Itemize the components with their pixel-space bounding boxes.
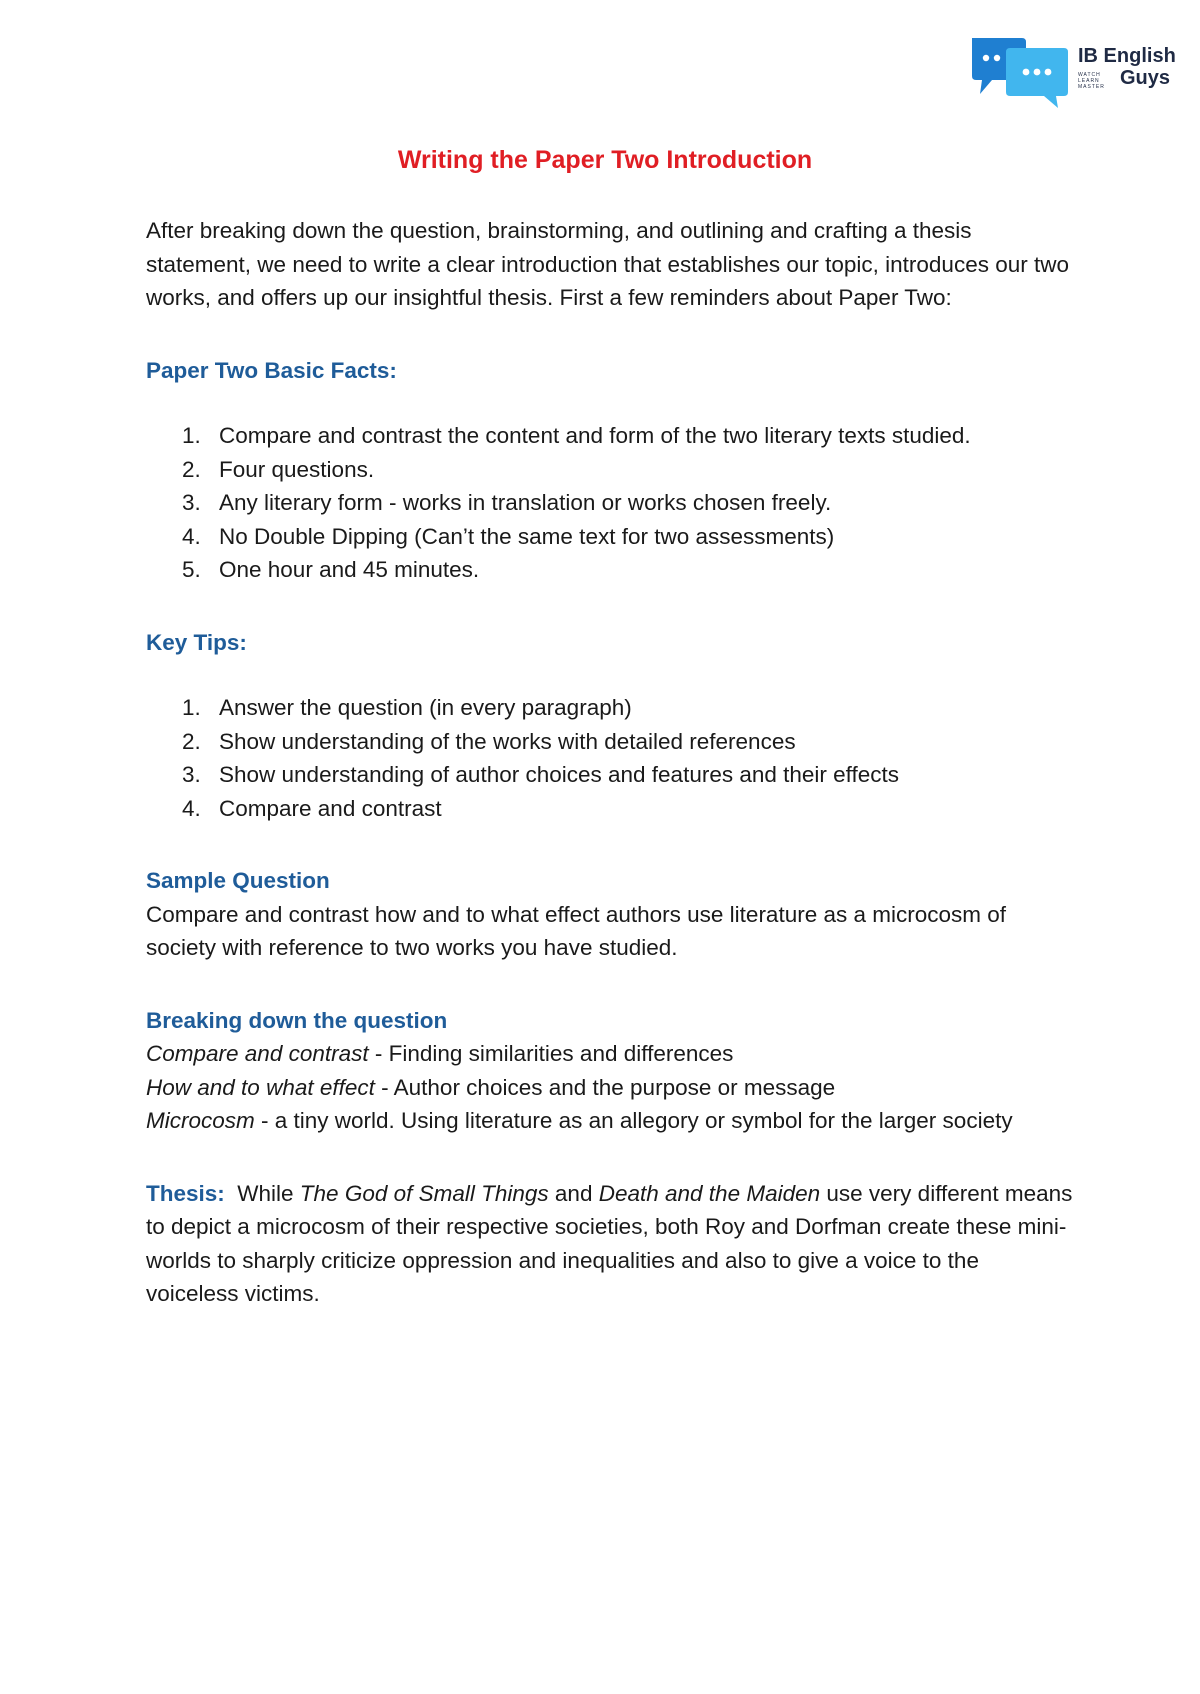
- breakdown-row: [146, 1071, 1076, 1105]
- thesis-paragraph: Thesis: While The God of Small Things and Death and the Maiden use very different means to depict a microcosm of their respective societies, both Roy and Dorfman create these mini-worlds to sharply criticize oppression and inequalities and also to give a voice to the voiceless victims.: [146, 1180, 1079, 1306]
- breakdown-row: [146, 1104, 1076, 1138]
- basic-facts-heading: Paper Two Basic Facts:: [146, 357, 397, 383]
- document-body: [146, 140, 1079, 1311]
- list-item: 2. Four questions.: [182, 456, 375, 482]
- ib-english-guys-logo: [970, 36, 1180, 108]
- document-title: Writing the Paper Two Introduction: [397, 146, 813, 174]
- breakdown-term: How and to what effect: [146, 1074, 375, 1100]
- list-item: 1. Answer the question (in every paragraph): [182, 695, 632, 720]
- thesis-label: Thesis:: [146, 1180, 225, 1206]
- breakdown-definition: - Finding similarities and differences: [368, 1041, 734, 1066]
- breakdown-term: Microcosm: [146, 1108, 255, 1133]
- intro-paragraph: After breaking down the question, brainstorming, and outlining and crafting a thesis statement, we need to write a clear introduction that establishes our topic, introduces our two works, and offers up our insightful thesis. First a few reminders about Paper Two:: [146, 218, 1069, 310]
- breaking-down-heading: Breaking down the question: [146, 1007, 448, 1033]
- logo-tagline: WATCH LEARN MASTER: [1078, 72, 1105, 90]
- work-title: The God of Small Things: [299, 1180, 549, 1206]
- breakdown-term: Compare and contrast: [146, 1041, 369, 1066]
- chat-bubbles-icon: [970, 36, 1074, 108]
- work-title: Death and the Maiden: [598, 1180, 821, 1206]
- logo-text-line1: IB English: [1078, 45, 1176, 67]
- basic-facts-list: [146, 419, 1076, 587]
- key-tips-list: [146, 691, 1076, 825]
- breakdown-row: [146, 1037, 1076, 1071]
- list-item: 4. Compare and contrast: [182, 795, 442, 821]
- list-item: 3. Show understanding of author choices and features and their effects: [182, 762, 900, 787]
- list-item: 5. One hour and 45 minutes.: [182, 557, 480, 582]
- breakdown-definition: - Author choices and the purpose or message: [374, 1074, 836, 1100]
- list-item: 3. Any literary form - works in translation or works chosen freely.: [182, 490, 832, 515]
- logo-text-line2: Guys: [1120, 67, 1171, 89]
- sample-question-text: Compare and contrast how and to what effect authors use literature as a microcosm of society with reference to two works you have studied.: [146, 901, 1007, 960]
- sample-question-heading: Sample Question: [146, 868, 330, 893]
- list-item: 1. Compare and contrast the content and form of the two literary texts studied.: [182, 423, 971, 448]
- list-item: 2. Show understanding of the works with detailed references: [182, 728, 796, 754]
- key-tips-heading: Key Tips:: [146, 629, 247, 655]
- list-item: 4. No Double Dipping (Can’t the same text for two assessments): [182, 523, 835, 549]
- breakdown-definition: - a tiny world. Using literature as an allegory or symbol for the larger society: [254, 1108, 1013, 1133]
